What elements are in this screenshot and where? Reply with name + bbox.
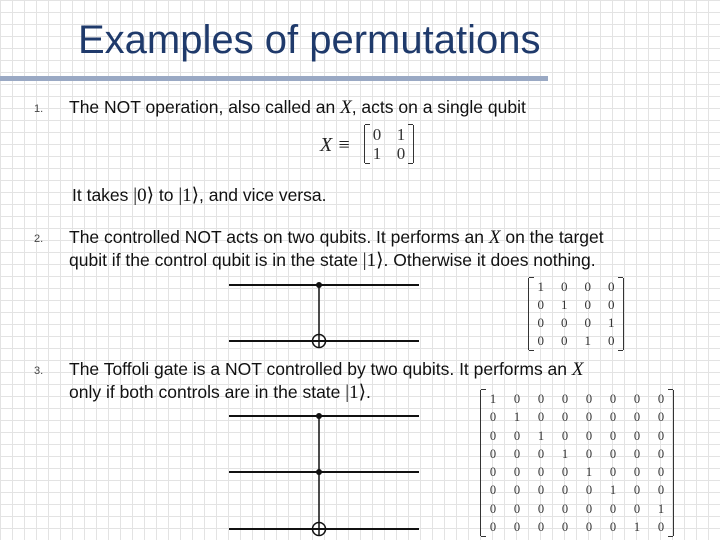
matrix-entry: 0 <box>372 125 382 144</box>
matrix-entry: 0 <box>585 501 593 516</box>
ket-0: |0⟩ <box>133 185 154 206</box>
matrix-entry: 1 <box>372 144 382 163</box>
matrix-entry: 0 <box>585 428 593 443</box>
matrix-entry: 0 <box>513 501 521 516</box>
slide-title: Examples of permutations <box>78 18 541 62</box>
item-3-text: The Toffoli gate is a NOT controlled by two qubits. It performs an X only if both controls are in the state |1⟩. <box>69 359 584 403</box>
matrix-entry: 1 <box>561 297 568 312</box>
matrix-entry: 0 <box>608 333 615 348</box>
matrix-entry: 0 <box>585 483 593 498</box>
matrix-entry: 0 <box>561 279 568 294</box>
matrix-entry: 0 <box>633 483 641 498</box>
matrix-entry: 0 <box>537 392 545 406</box>
matrix-entry: 0 <box>489 410 497 425</box>
matrix-entry: 0 <box>513 519 521 534</box>
matrix-entry: 0 <box>657 519 665 534</box>
matrix-entry: 0 <box>585 446 593 461</box>
matrix-entry: 0 <box>609 428 617 443</box>
matrix-entry: 0 <box>489 519 497 534</box>
matrix-entry: 1 <box>396 125 406 144</box>
toffoli-circuit <box>229 413 419 536</box>
matrix-entry: 1 <box>561 446 569 461</box>
matrix-entry: 0 <box>537 501 545 516</box>
matrix-entry: 0 <box>633 392 641 406</box>
matrix-entry: 0 <box>561 501 569 516</box>
matrix-entry: 0 <box>537 333 544 348</box>
matrix-entry: 0 <box>609 465 617 479</box>
matrix-entry: 0 <box>489 428 497 443</box>
item-1-text: The NOT operation, also called an X, acts on a single qubit <box>69 97 526 118</box>
item-number-1: 1. <box>34 103 44 115</box>
matrix-entry: 0 <box>585 519 593 534</box>
matrix-entry: 0 <box>657 428 665 443</box>
matrix-entry: 1 <box>513 410 521 425</box>
matrix-entry: 0 <box>584 315 591 330</box>
matrix-entry: 0 <box>561 410 569 425</box>
matrix-entry: 0 <box>513 465 521 479</box>
control-dot-2 <box>316 469 322 475</box>
matrix-entry: 0 <box>513 446 521 461</box>
matrix-entry: 0 <box>561 428 569 443</box>
matrix-entry: 1 <box>537 279 544 294</box>
ket-1: |1⟩ <box>362 250 384 271</box>
symbol-x: X <box>571 359 584 380</box>
matrix-entry: 0 <box>609 501 617 516</box>
cnot-circuit <box>229 282 419 348</box>
matrix-entry: 0 <box>585 410 593 425</box>
matrix-entry: 0 <box>561 315 568 330</box>
control-dot-1 <box>316 413 322 419</box>
matrix-entry: 0 <box>608 279 615 294</box>
matrix-entry: 0 <box>633 410 641 425</box>
matrix-entry: 1 <box>609 483 617 498</box>
matrix-entry: 1 <box>657 501 665 516</box>
matrix-entry: 1 <box>489 392 497 406</box>
matrix-entry: 0 <box>561 483 569 498</box>
matrix-entry: 0 <box>633 465 641 479</box>
matrix-entry: 0 <box>633 446 641 461</box>
matrix-entry: 0 <box>489 501 497 516</box>
matrix-entry: 0 <box>537 410 545 425</box>
matrix-entry: 0 <box>561 465 569 479</box>
matrix-entry: 0 <box>489 446 497 461</box>
matrix-entry: 0 <box>537 519 545 534</box>
matrix-entry: 1 <box>608 315 615 330</box>
ket-1: |1⟩ <box>178 185 200 206</box>
matrix-entry: 0 <box>608 297 615 312</box>
item-1-subtext: It takes |0⟩ to |1⟩, and vice versa. <box>72 185 327 206</box>
matrix-entry: 1 <box>633 519 641 534</box>
matrix-entry: 0 <box>489 483 497 498</box>
matrix-entry: 0 <box>584 297 591 312</box>
item-number-2: 2. <box>34 233 44 245</box>
matrix-entry: 0 <box>513 392 521 406</box>
symbol-x: X <box>340 97 352 118</box>
matrix-entry: 0 <box>537 297 544 312</box>
matrix-entry: 0 <box>657 465 665 479</box>
matrix-entry: 0 <box>561 519 569 534</box>
matrix-entry: 0 <box>609 410 617 425</box>
item-number-3: 3. <box>34 365 44 377</box>
matrix-entry: 0 <box>657 446 665 461</box>
matrix-entry: 0 <box>537 465 545 479</box>
matrix-entry: 0 <box>537 446 545 461</box>
matrix-entry: 1 <box>537 428 545 443</box>
matrix-entry: 0 <box>585 392 593 406</box>
matrix-entry: 0 <box>633 501 641 516</box>
matrix-entry: 0 <box>489 465 497 479</box>
matrix-entry: 0 <box>561 333 568 348</box>
item-2-text: The controlled NOT acts on two qubits. It performs an X on the target qubit if the control qubit is in the state |1⟩. Otherwise it does nothing. <box>69 227 604 271</box>
matrix-entry: 0 <box>537 483 545 498</box>
not-equation-lhs: X ≡ <box>320 134 351 156</box>
matrix-entry: 0 <box>584 279 591 294</box>
matrix-entry: 0 <box>657 410 665 425</box>
matrix-entry: 0 <box>561 392 569 406</box>
matrix-entry: 0 <box>609 392 617 406</box>
control-dot <box>316 282 322 288</box>
matrix-entry: 0 <box>633 428 641 443</box>
matrix-entry: 1 <box>585 465 593 479</box>
matrix-entry: 0 <box>657 392 665 406</box>
matrix-entry: 0 <box>396 144 406 163</box>
matrix-entry: 0 <box>513 483 521 498</box>
matrix-entry: 0 <box>609 519 617 534</box>
ket-1: |1⟩ <box>345 382 366 403</box>
matrix-entry: 1 <box>584 333 591 348</box>
matrix-entry: 0 <box>657 483 665 498</box>
matrix-entry: 0 <box>513 428 521 443</box>
matrix-entry: 0 <box>609 446 617 461</box>
matrix-entry: 0 <box>537 315 544 330</box>
symbol-x: X <box>488 227 501 248</box>
